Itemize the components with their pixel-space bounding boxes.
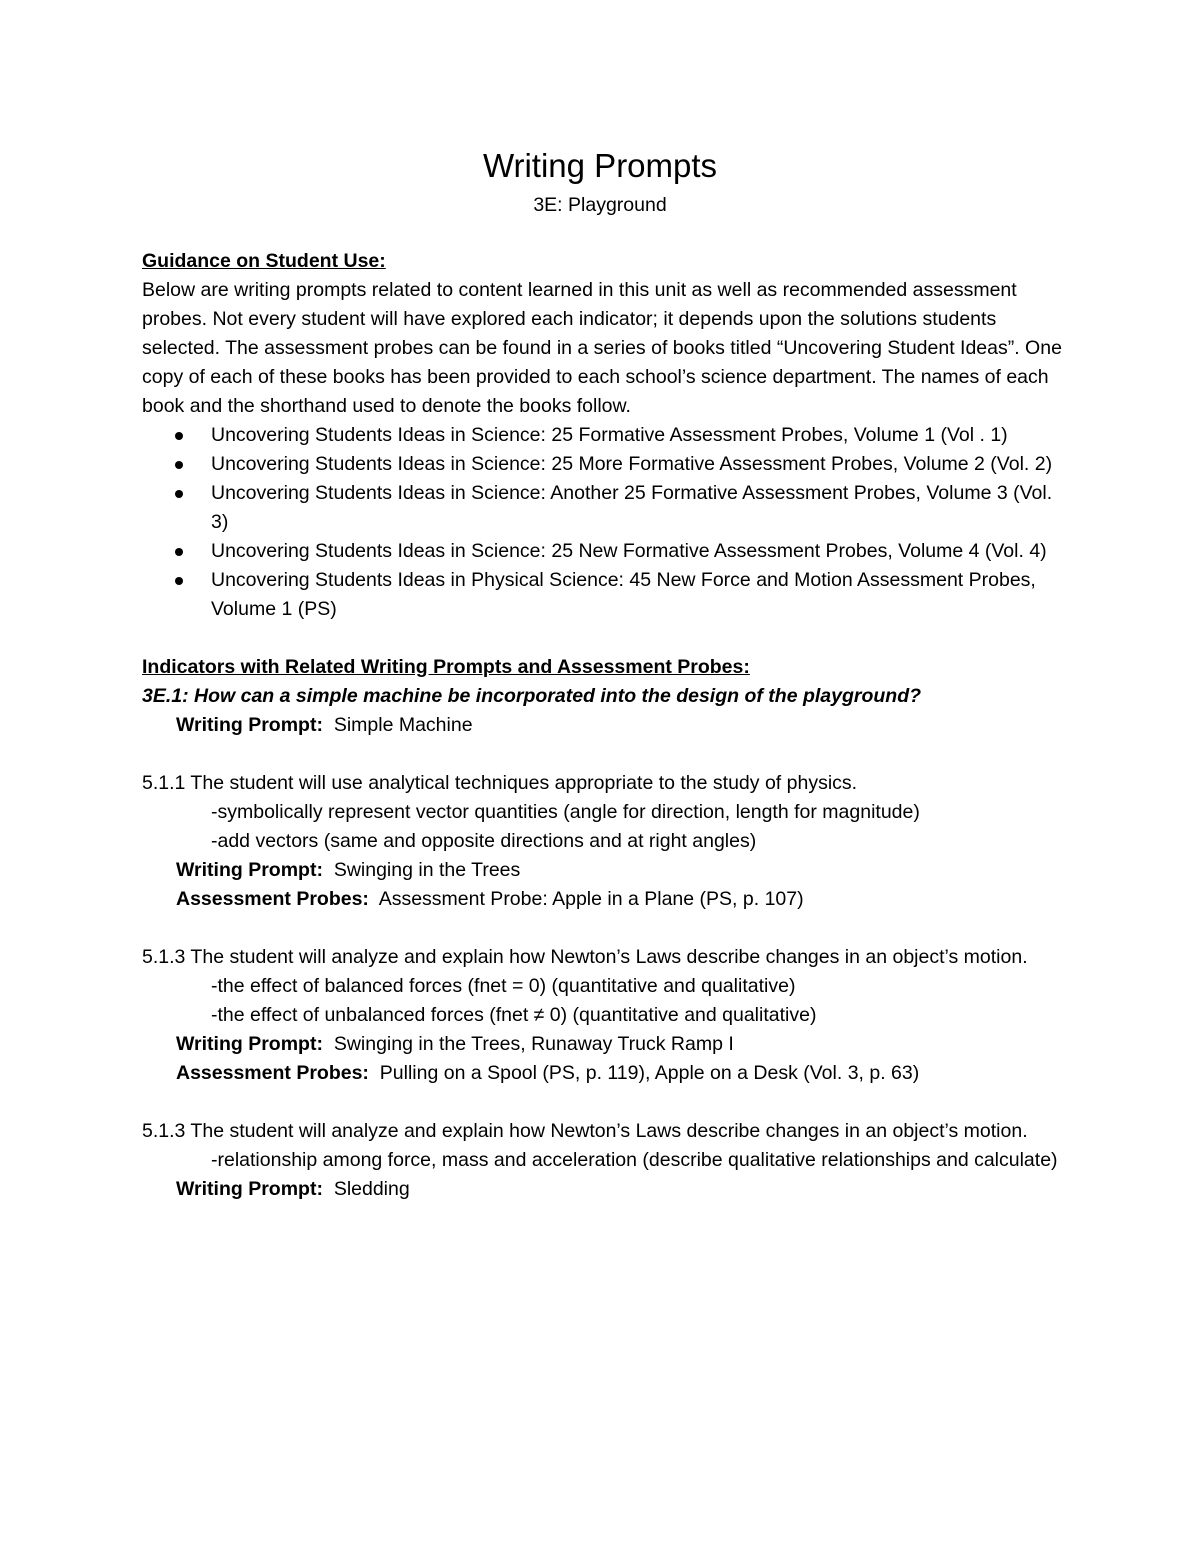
writing-prompt-line: Writing Prompt: Sledding [176, 1178, 410, 1200]
indicator-subpoint: -the effect of balanced forces (fnet = 0) (quantitative and qualitative) [211, 975, 796, 997]
writing-prompt-line: Writing Prompt: Swinging in the Trees [176, 859, 521, 881]
writing-prompt-line: Writing Prompt: Simple Machine [176, 714, 473, 736]
book-item: Uncovering Students Ideas in Physical Science: 45 New Force and Motion Assessment Probes, Volume 1 (PS) [142, 566, 1072, 624]
indicator-question: 3E.1: How can a simple machine be incorporated into the design of the playground? [142, 685, 922, 707]
bullet-icon [175, 461, 183, 469]
indicator-subpoint: -add vectors (same and opposite directions and at right angles) [211, 830, 757, 852]
indicator-subpoint: -symbolically represent vector quantities (angle for direction, length for magnitude) [211, 801, 920, 823]
assessment-probes-line: Assessment Probes: Assessment Probe: Apple in a Plane (PS, p. 107) [176, 888, 804, 910]
writing-prompt-line: Writing Prompt: Swinging in the Trees, Runaway Truck Ramp I [176, 1033, 734, 1055]
indicator-statement: 5.1.3 The student will analyze and explain how Newton’s Laws describe changes in an object’s motion. [142, 946, 1028, 968]
bullet-icon [175, 490, 183, 498]
bullet-icon [175, 577, 183, 585]
bullet-icon [175, 432, 183, 440]
book-list [142, 421, 1072, 624]
page-title: Writing Prompts [482, 147, 718, 184]
indicators-heading: Indicators with Related Writing Prompts and Assessment Probes: [142, 656, 750, 678]
document-body [142, 247, 1072, 1204]
book-item: Uncovering Students Ideas in Science: Another 25 Formative Assessment Probes, Volume 3 (Vol. 3) [142, 479, 1072, 537]
book-item: Uncovering Students Ideas in Science: 25 New Formative Assessment Probes, Volume 4 (Vol. 4) [142, 537, 1072, 566]
indicator-statement: 5.1.1 The student will use analytical techniques appropriate to the study of physics. [142, 772, 858, 794]
book-item: Uncovering Students Ideas in Science: 25 More Formative Assessment Probes, Volume 2 (Vol. 2) [142, 450, 1072, 479]
book-item: Uncovering Students Ideas in Science: 25 Formative Assessment Probes, Volume 1 (Vol . 1) [142, 421, 1072, 450]
page-subtitle: 3E: Playground [533, 194, 667, 216]
indicator-statement: 5.1.3 The student will analyze and explain how Newton’s Laws describe changes in an object’s motion. [142, 1120, 1028, 1142]
bullet-icon [175, 548, 183, 556]
guidance-intro: Below are writing prompts related to content learned in this unit as well as recommended assessment probes. Not every student will have explored each indicator; it depends upon the solutions students selected. The assessment probes can be found in a series of books titled “Uncovering Student Ideas”. One copy of each of these books has been provided to each school’s science department. The names of each book and the shorthand used to denote the books follow. [142, 279, 1062, 417]
guidance-heading: Guidance on Student Use: [142, 250, 386, 272]
indicator-subpoint: -the effect of unbalanced forces (fnet ≠ 0) (quantitative and qualitative) [211, 1004, 817, 1026]
indicator-subpoint: -relationship among force, mass and acceleration (describe qualitative relationships and calculate) [211, 1149, 1058, 1171]
assessment-probes-line: Assessment Probes: Pulling on a Spool (PS, p. 119), Apple on a Desk (Vol. 3, p. 63) [176, 1062, 920, 1084]
